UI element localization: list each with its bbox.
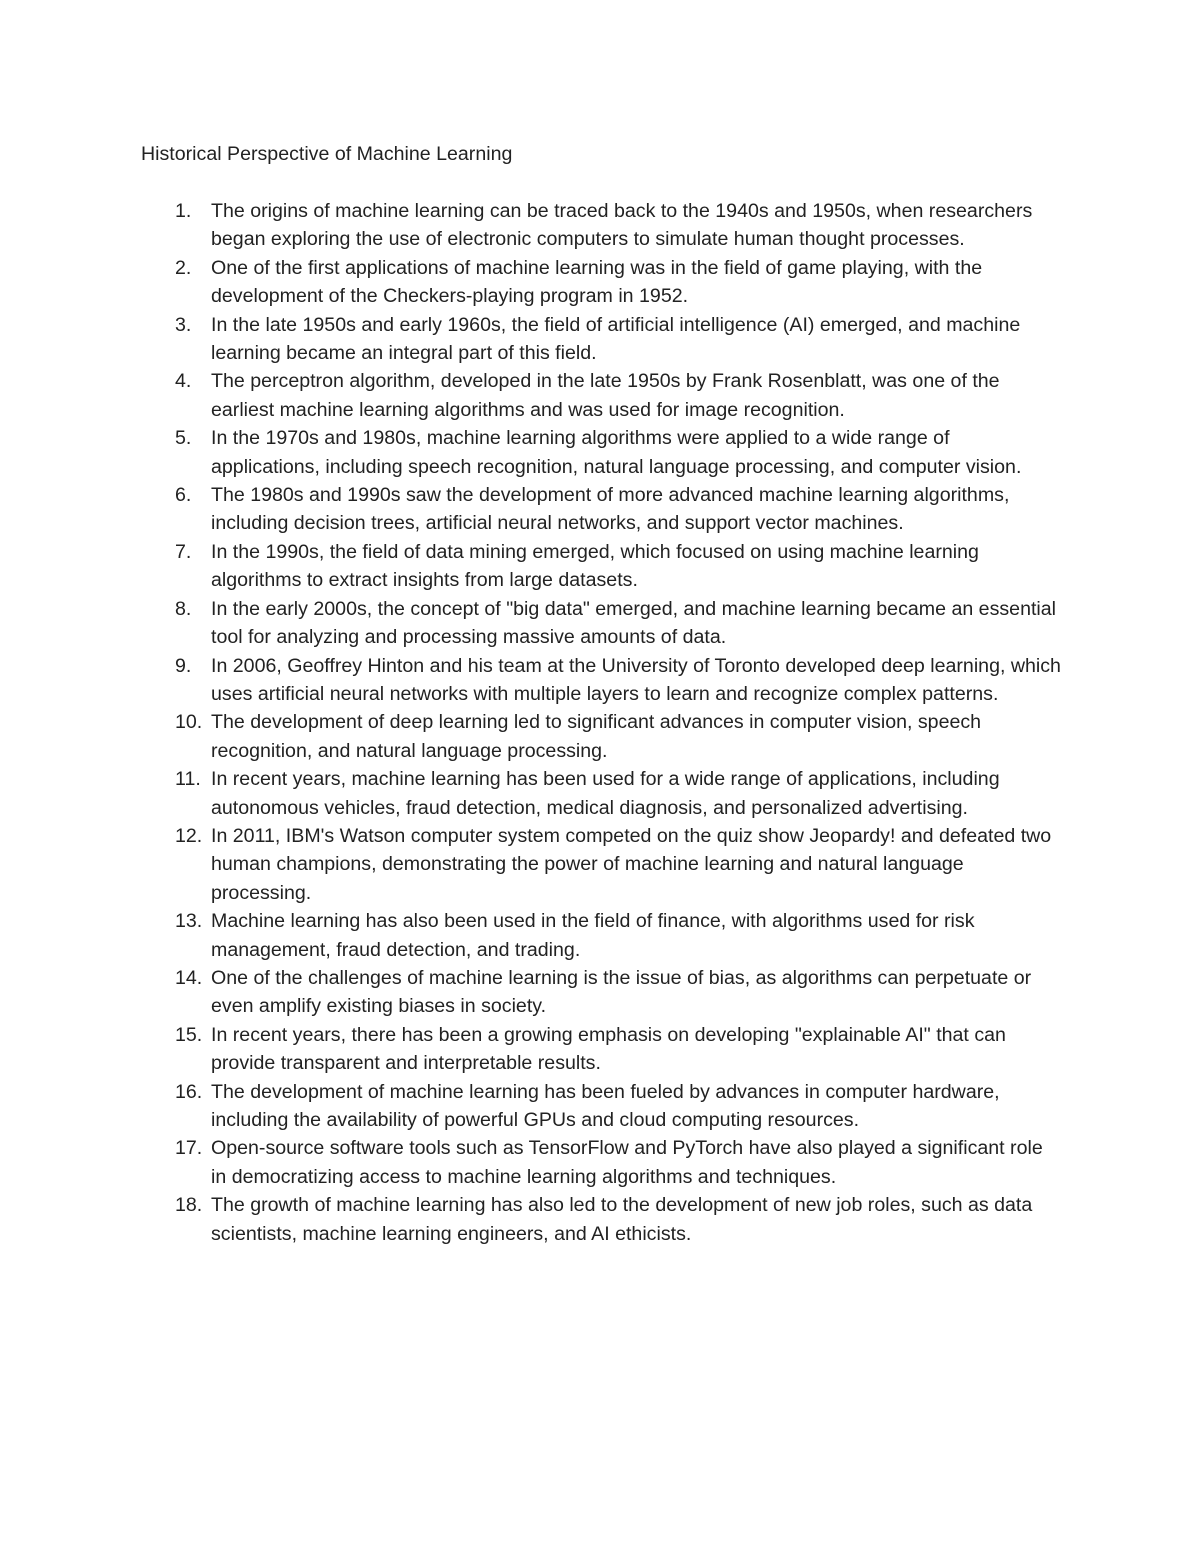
list-item-number: 6. (175, 484, 192, 507)
numbered-list (0, 197, 1061, 1248)
list-item-number: 16. (175, 1080, 203, 1103)
list-item (0, 481, 1061, 538)
list-item-number: 11. (175, 768, 201, 791)
list-item (0, 765, 1061, 822)
list-item (0, 595, 1061, 652)
list-item-number: 13. (175, 910, 203, 933)
list-item-number: 7. (175, 540, 192, 563)
list-item-text: The 1980s and 1990s saw the development of more advanced machine learning algorithms, including decision trees, artificial neural networks, and support vector machines. (211, 484, 1010, 535)
list-item (0, 538, 1061, 595)
document-title: Historical Perspective of Machine Learning (141, 143, 513, 165)
list-item-number: 1. (175, 200, 192, 222)
list-item-number: 8. (175, 597, 192, 620)
list-item-text: In recent years, there has been a growing emphasis on developing "explainable AI" that can provide transparent and interpretable results. (211, 1023, 1006, 1075)
list-item (0, 907, 1061, 964)
list-item-number: 15. (175, 1023, 203, 1046)
list-item (0, 708, 1061, 765)
list-item (0, 367, 1061, 424)
list-item-text: One of the challenges of machine learning is the issue of bias, as algorithms can perpetuate or even amplify existing biases in society. (211, 966, 1032, 1018)
list-item-text: One of the first applications of machine learning was in the field of game playing, with the development of the Checkers-playing program in 1952. (211, 256, 983, 308)
list-item-text: In 2011, IBM's Watson computer system competed on the quiz show Jeopardy! and defeated two human champions, demonstrating the power of machine learning and natural language processing. (211, 824, 1052, 904)
list-item-text: In the early 2000s, the concept of "big data" emerged, and machine learning became an essential tool for analyzing and processing massive amounts of data. (211, 597, 1057, 649)
list-item-text: In recent years, machine learning has been used for a wide range of applications, including autonomous vehicles, fraud detection, medical diagnosis, and personalized advertising. (211, 768, 1000, 819)
list-item-number: 9. (175, 654, 192, 677)
list-item (0, 254, 1061, 311)
list-item-number: 18. (175, 1194, 203, 1217)
list-item-text: Open-source software tools such as TensorFlow and PyTorch have also played a significant role in democratizing access to machine learning algorithms and techniques. (211, 1137, 1043, 1188)
list-item (0, 1191, 1061, 1248)
list-item (0, 964, 1061, 1021)
list-item (0, 1134, 1061, 1191)
list-item-text: Machine learning has also been used in the field of finance, with algorithms used for risk management, fraud detection, and trading. (211, 910, 975, 961)
list-item-text: In 2006, Geoffrey Hinton and his team at the University of Toronto developed deep learning, which uses artificial neural networks with multiple layers to learn and recognize complex patterns. (211, 654, 1061, 705)
list-item-number: 4. (175, 370, 192, 393)
list-item-text: In the 1990s, the field of data mining emerged, which focused on using machine learning algorithms to extract insights from large datasets. (211, 540, 979, 592)
list-item-text: The development of machine learning has been fueled by advances in computer hardware, including the availability of powerful GPUs and cloud computing resources. (211, 1080, 1000, 1131)
list-item-number: 5. (175, 427, 192, 450)
list-item-number: 2. (175, 256, 192, 279)
list-item-text: In the 1970s and 1980s, machine learning algorithms were applied to a wide range of applications, including speech recognition, natural language processing, and computer vision. (211, 427, 1022, 478)
list-item (0, 1078, 1061, 1135)
list-item (0, 311, 1061, 368)
list-item-number: 17. (175, 1137, 203, 1160)
list-item-text: The perceptron algorithm, developed in the late 1950s by Frank Rosenblatt, was one of the earliest machine learning algorithms and was used for image recognition. (211, 370, 1000, 421)
list-item-number: 12. (175, 824, 203, 847)
list-item (0, 822, 1061, 907)
list-item (0, 197, 1061, 254)
list-item-number: 3. (175, 313, 192, 336)
list-item-text: In the late 1950s and early 1960s, the field of artificial intelligence (AI) emerged, and machine learning became an integral part of this field. (211, 313, 1021, 365)
list-item-text: The development of deep learning led to significant advances in computer vision, speech recognition, and natural language processing. (211, 711, 982, 762)
list-item (0, 1021, 1061, 1078)
list-item (0, 424, 1061, 481)
list-item-text: The growth of machine learning has also led to the development of new job roles, such as data scientists, machine learning engineers, and AI ethicists. (211, 1194, 1033, 1245)
list-item-number: 10. (175, 711, 203, 734)
list-item-text: The origins of machine learning can be traced back to the 1940s and 1950s, when researchers began exploring the use of electronic computers to simulate human thought processes. (211, 200, 1033, 251)
list-item (0, 652, 1061, 709)
list-item-number: 14. (175, 966, 203, 989)
